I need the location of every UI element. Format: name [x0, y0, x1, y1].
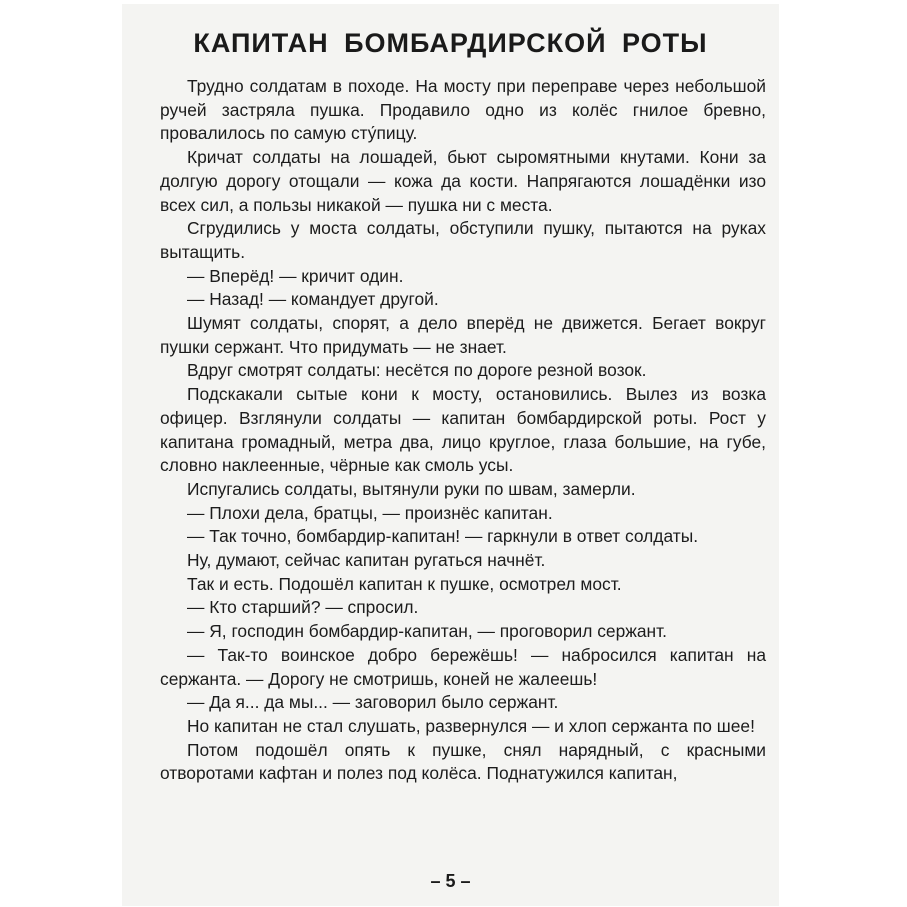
paragraph: Испугались солдаты, вытянули руки по швам, замерли. — [187, 478, 636, 499]
paragraph: Подскакали сытые кони к мосту, остановились. Вылез из возка офицер. Взглянули солдаты — капитан бомбардирской роты. Рост у капитана громадный, метра два, лицо круглое, глаза большие, на губе, словно наклеенные, чёрные как смоль усы. — [160, 384, 766, 476]
paragraph: Трудно солдатам в походе. На мосту при переправе через небольшой ручей застряла пушка. Продавило одно из колёс гнилое бревно, провалилось по самую сту́пицу. — [160, 76, 766, 144]
paragraph: Шумят солдаты, спорят, а дело вперёд не движется. Бегает вокруг пушки сержант. Что придумать — не знает. — [160, 313, 766, 357]
paragraph: — Так точно, бомбардир-капитан! — гаркнули в ответ солдаты. — [187, 526, 699, 547]
paragraph: Вдруг смотрят солдаты: несётся по дороге резной возок. — [187, 360, 647, 381]
chapter-title: КАПИТАН БОМБАРДИРСКОЙ РОТЫ — [193, 28, 708, 58]
paragraph: Ну, думают, сейчас капитан ругаться начнёт. — [187, 550, 546, 571]
paragraph: Но капитан не стал слушать, развернулся — и хлоп сержанта по шее! — [187, 715, 755, 736]
paragraph: Кричат солдаты на лошадей, бьют сыромятными кнутами. Кони за долгую дорогу отощали — кожа да кости. Напрягаются лошадёнки изо всех сил, а пользы никакой — пушка ни с места. — [160, 147, 766, 215]
paragraph: — Я, господин бомбардир-капитан, — проговорил сержант. — [187, 621, 668, 642]
paragraph: Так и есть. Подошёл капитан к пушке, осмотрел мост. — [187, 573, 622, 594]
paragraph: — Вперёд! — кричит один. — [187, 265, 404, 286]
paragraph: — Так-то воинское добро бережёшь! — набросился капитан на сержанта. — Дорогу не смотришь, коней не жалеешь! — [160, 644, 766, 689]
page-number: – 5 – — [430, 871, 471, 891]
paragraph: — Назад! — командует другой. — [187, 289, 439, 310]
book-page — [122, 4, 779, 906]
paragraph: Потом подошёл опять к пушке, снял нарядный, с красными отворотами кафтан и полез под колёса. Поднатужился капитан, — [160, 739, 766, 784]
paragraph: — Кто старший? — спросил. — [187, 597, 419, 618]
story-text — [160, 75, 766, 786]
paragraph: Сгрудились у моста солдаты, обступили пушку, пытаются на руках вытащить. — [160, 218, 766, 262]
paragraph: — Плохи дела, братцы, — произнёс капитан. — [187, 502, 553, 523]
paragraph: — Да я... да мы... — заговорил было сержант. — [187, 692, 559, 713]
